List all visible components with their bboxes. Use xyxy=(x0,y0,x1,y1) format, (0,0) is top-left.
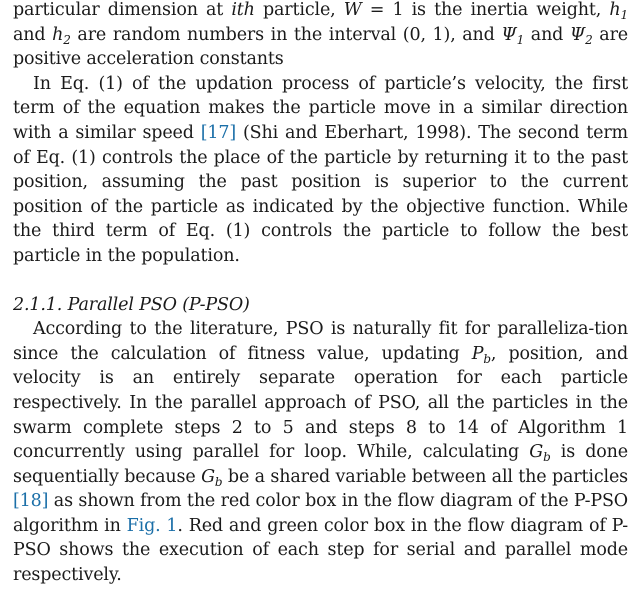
math-pb: $P_b$ xyxy=(471,343,491,366)
text-run: and xyxy=(524,24,570,45)
math-gb: $G_b$ xyxy=(529,442,551,465)
paragraph-parallel-pso xyxy=(13,317,628,588)
paragraph-velocity-update xyxy=(13,72,628,269)
math-psi1: $\Psi_1$ xyxy=(501,24,525,47)
math-gb: $G_b$ xyxy=(201,466,223,489)
citation-link-17[interactable]: [17] xyxy=(200,122,237,143)
math-ith: ith xyxy=(231,0,255,20)
text-run: In Eq. (1) of the updation process of particle’s velocity, the first term of the equation makes the particle move in a similar direction with a similar speed xyxy=(13,73,628,143)
text-run: particle, xyxy=(254,0,344,20)
figure-link-1[interactable]: Fig. 1 xyxy=(126,515,178,536)
text-run: particular dimension at xyxy=(13,0,232,20)
section-heading: 2.1.1. Parallel PSO (P-PSO) xyxy=(13,294,250,315)
math-w: W xyxy=(343,0,362,20)
math-h1: $h_1$ xyxy=(609,0,628,22)
text-run: is done sequentially because xyxy=(13,442,628,487)
text-run: (Shi and Eberhart, 1998). The second term of Eq. (1) controls the place of the particle by returning it to the past position, assuming the past position is superior to the current position of the particle as indicated by the objective function. While the third term of Eq. (1) controls the particle to follow the best particle in the population. xyxy=(13,122,628,266)
text-run: , position, and velocity is an entirely separate operation for each particle respectively. In the parallel approach of PSO, all the particles in the swarm complete steps 2 to 5 and steps 8 to 14 of Algorithm 1 concurrently using parallel for loop. While, calculating xyxy=(13,343,628,463)
math-psi2: $\Psi_2$ xyxy=(569,24,593,47)
text-run: = 1 is the inertia weight, xyxy=(361,0,610,20)
text-run: and xyxy=(13,24,53,45)
math-h2: $h_2$ xyxy=(52,24,71,47)
paragraph-variable-definitions xyxy=(13,0,628,72)
text-run: . Red and green color box in the flow diagram of P-PSO shows the execution of each step for serial and parallel mode respectively. xyxy=(13,515,629,586)
text-run: are random numbers in the interval (0, 1), and xyxy=(70,24,502,45)
text-run: are positive acceleration constants xyxy=(13,24,629,70)
text-run: be a shared variable between all the particles xyxy=(222,466,628,487)
citation-link-18[interactable]: [18] xyxy=(13,491,49,512)
text-run: as shown from the red color box in the flow diagram of the P-PSO algorithm in xyxy=(13,491,628,536)
text-run: According to the literature, PSO is naturally fit for paralleliza-tion since the calculation of fitness value, updating xyxy=(13,319,628,364)
